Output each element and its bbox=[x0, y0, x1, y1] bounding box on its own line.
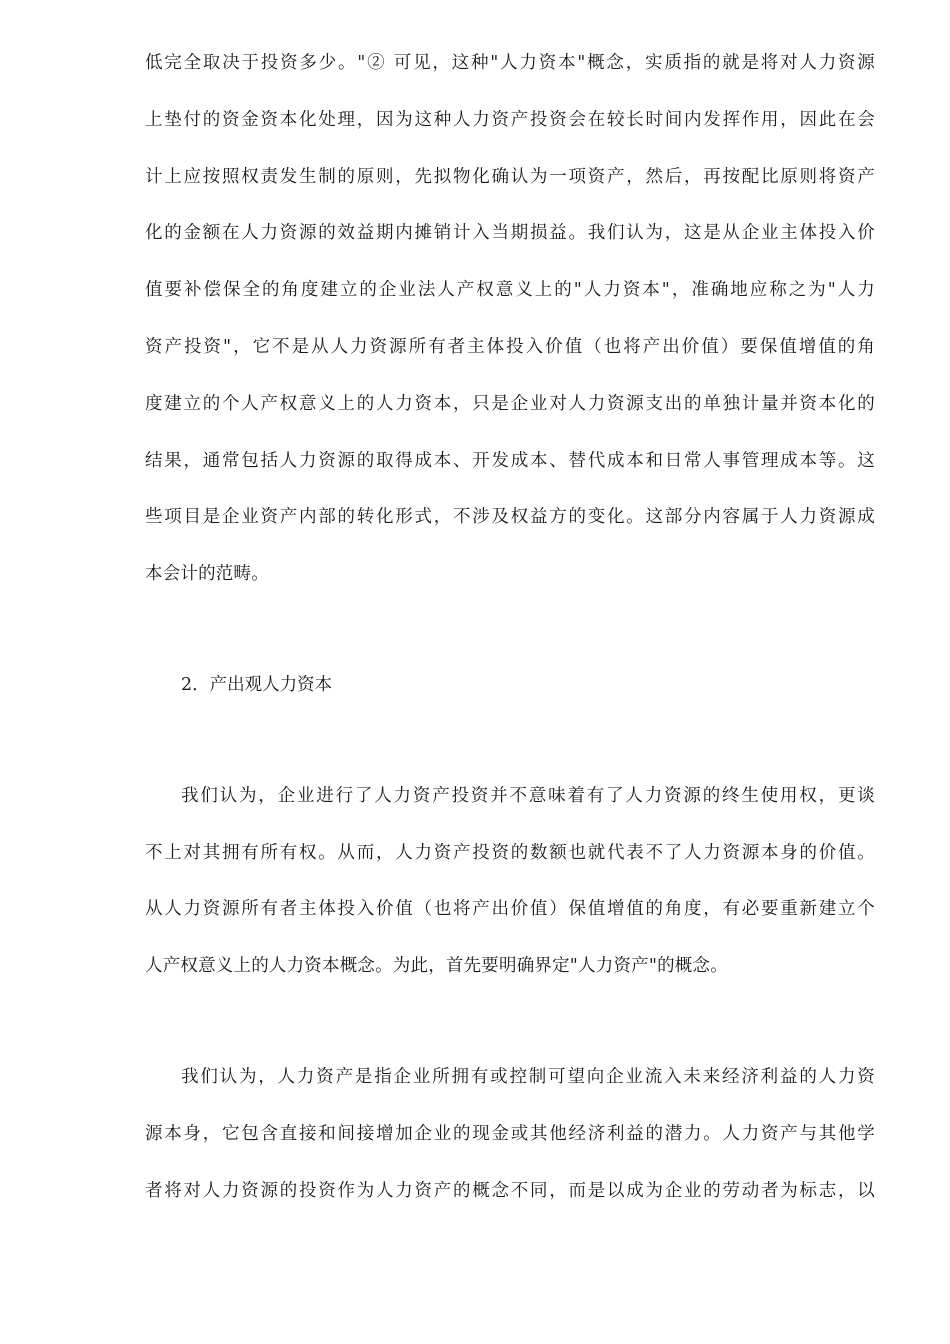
text-line: 值要补偿保全的角度建立的企业法人产权意义上的"人力资本"，准确地应称之为"人力 bbox=[145, 280, 875, 301]
text-line: 化的金额在人力资源的效益期内摊销计入当期损益。我们认为，这是从企业主体投入价 bbox=[145, 223, 875, 244]
paragraph-3 bbox=[145, 1059, 875, 1229]
text-line: 源本身，它包含直接和间接增加企业的现金或其他经济利益的潜力。人力资产与其他学 bbox=[145, 1123, 875, 1144]
text-line: 低完全取决于投资多少。"② 可见，这种"人力资本"概念，实质指的就是将对人力资源 bbox=[145, 53, 875, 73]
paragraph-spacer bbox=[145, 724, 875, 778]
paragraph-spacer bbox=[145, 1005, 875, 1059]
paragraph-2 bbox=[145, 778, 875, 1005]
text-line: 资产投资"，它不是从人力资源所有者主体投入价值（也将产出价值）要保值增值的角 bbox=[145, 336, 875, 357]
text-line: 者将对人力资源的投资作为人力资产的概念不同，而是以成为企业的劳动者为标志，以 bbox=[145, 1180, 875, 1201]
text-line: 本会计的范畴。 bbox=[145, 564, 269, 585]
paragraph-1 bbox=[145, 45, 875, 613]
document-body bbox=[145, 45, 875, 1229]
text-line: 些项目是企业资产内部的转化形式，不涉及权益方的变化。这部分内容属于人力资源成 bbox=[145, 507, 875, 528]
text-line: 度建立的个人产权意义上的人力资本，只是企业对人力资源支出的单独计量并资本化的 bbox=[145, 393, 875, 414]
text-line: 我们认为，企业进行了人力资产投资并不意味着有了人力资源的终生使用权，更谈 bbox=[181, 785, 875, 806]
section-heading: 2．产出观人力资本 bbox=[181, 674, 333, 695]
text-line: 上垫付的资金资本化处理，因为这种人力资产投资会在较长时间内发挥作用，因此在会 bbox=[145, 109, 875, 130]
text-line: 不上对其拥有所有权。从而，人力资产投资的数额也就代表不了人力资源本身的价值。 bbox=[145, 842, 875, 863]
text-line: 从人力资源所有者主体投入价值（也将产出价值）保值增值的角度，有必要重新建立个 bbox=[145, 899, 875, 920]
text-line: 结果，通常包括人力资源的取得成本、开发成本、替代成本和日常人事管理成本等。这 bbox=[145, 450, 875, 471]
text-line: 人产权意义上的人力资本概念。为此，首先要明确界定"人力资产"的概念。 bbox=[145, 956, 728, 977]
text-line: 我们认为，人力资产是指企业所拥有或控制可望向企业流入未来经济利益的人力资 bbox=[181, 1066, 875, 1087]
paragraph-spacer bbox=[145, 613, 875, 667]
text-line: 计上应按照权责发生制的原则，先拟物化确认为一项资产，然后，再按配比原则将资产 bbox=[145, 166, 875, 187]
